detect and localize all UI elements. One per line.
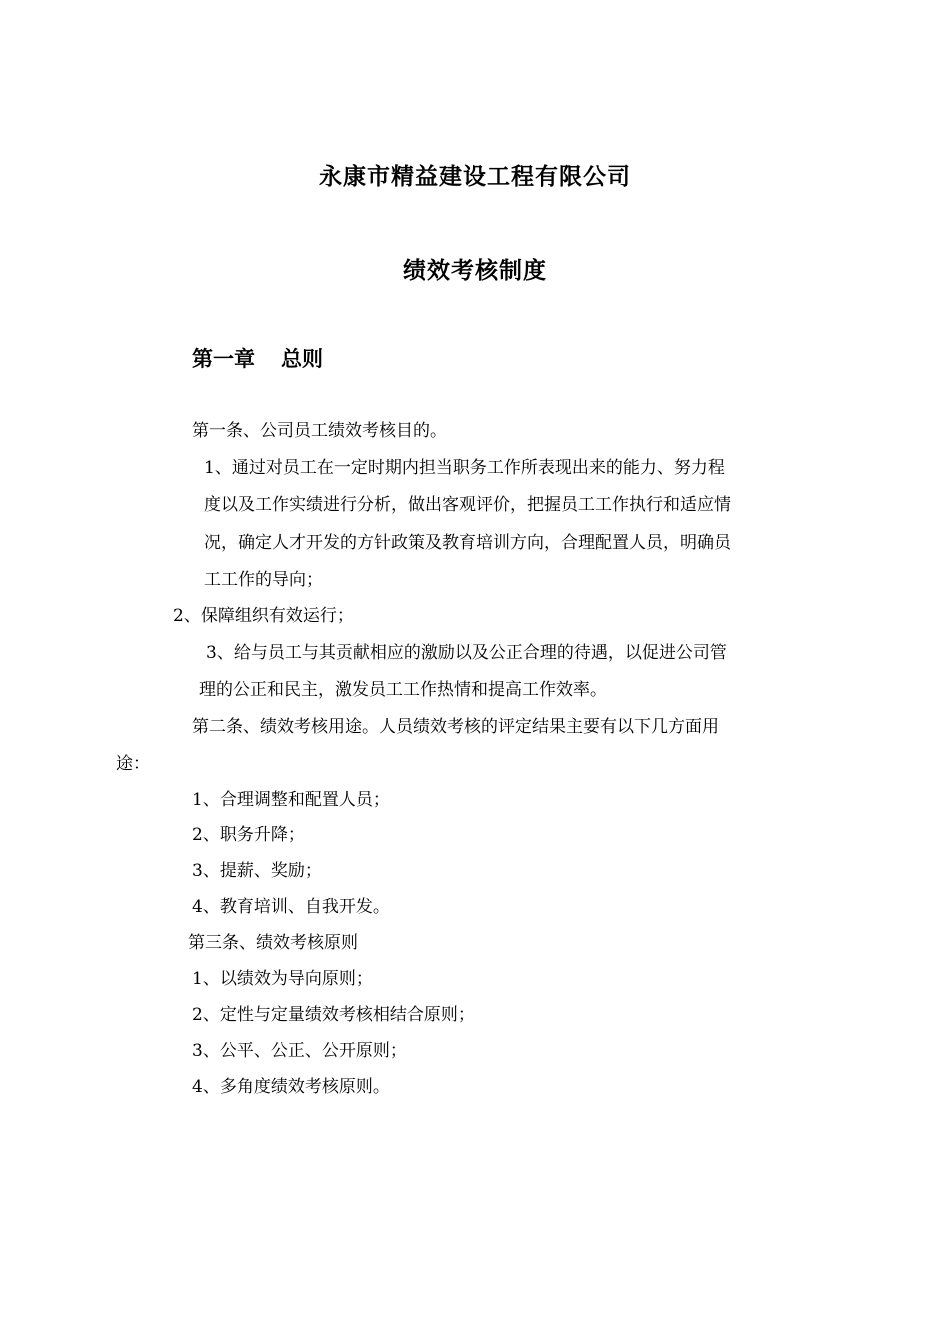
article-1-item-1-line-3: 况，确定人才开发的方针政策及教育培训方向，合理配置人员，明确员 [204, 533, 731, 553]
article-2-item-2: 2、职务升降； [192, 825, 305, 845]
article-2-heading-line-2: 途： [116, 754, 150, 774]
article-3-item-1: 1、以绩效为导向原则； [192, 969, 373, 989]
article-2-item-4: 4、教育培训、自我开发。 [192, 897, 390, 917]
article-1-item-1-line-4: 工工作的导向； [204, 570, 323, 590]
article-1-item-1-line-1: 1、通过对员工在一定时期内担当职务工作所表现出来的能力、努力程 [204, 458, 725, 478]
chapter-number: 第一章 [192, 347, 255, 371]
article-3-heading: 第三条、绩效考核原则 [188, 933, 358, 953]
document-title: 绩效考核制度 [403, 258, 547, 284]
company-title: 永康市精益建设工程有限公司 [319, 164, 631, 190]
article-2-item-3: 3、提薪、奖励； [192, 861, 322, 881]
article-2-item-1: 1、合理调整和配置人员； [192, 790, 390, 810]
article-1-item-2: 2、保障组织有效运行； [173, 606, 354, 626]
article-3-item-4: 4、多角度绩效考核原则。 [192, 1077, 390, 1097]
article-2-heading-line-1: 第二条、绩效考核用途。人员绩效考核的评定结果主要有以下几方面用 [192, 717, 719, 737]
article-3-item-3: 3、公平、公正、公开原则； [192, 1041, 407, 1061]
chapter-heading [192, 343, 323, 373]
article-1-item-1-line-2: 度以及工作实绩进行分析，做出客观评价，把握员工工作执行和适应情 [204, 495, 731, 515]
article-1-item-3-line-2: 理的公正和民主，激发员工工作热情和提高工作效率。 [199, 680, 607, 700]
article-1-heading: 第一条、公司员工绩效考核目的。 [192, 421, 447, 441]
chapter-name: 总则 [281, 347, 323, 371]
article-3-item-2: 2、定性与定量绩效考核相结合原则； [192, 1005, 475, 1025]
article-1-item-3-line-1: 3、给与员工与其贡献相应的激励以及公正合理的待遇，以促进公司管 [206, 643, 727, 663]
